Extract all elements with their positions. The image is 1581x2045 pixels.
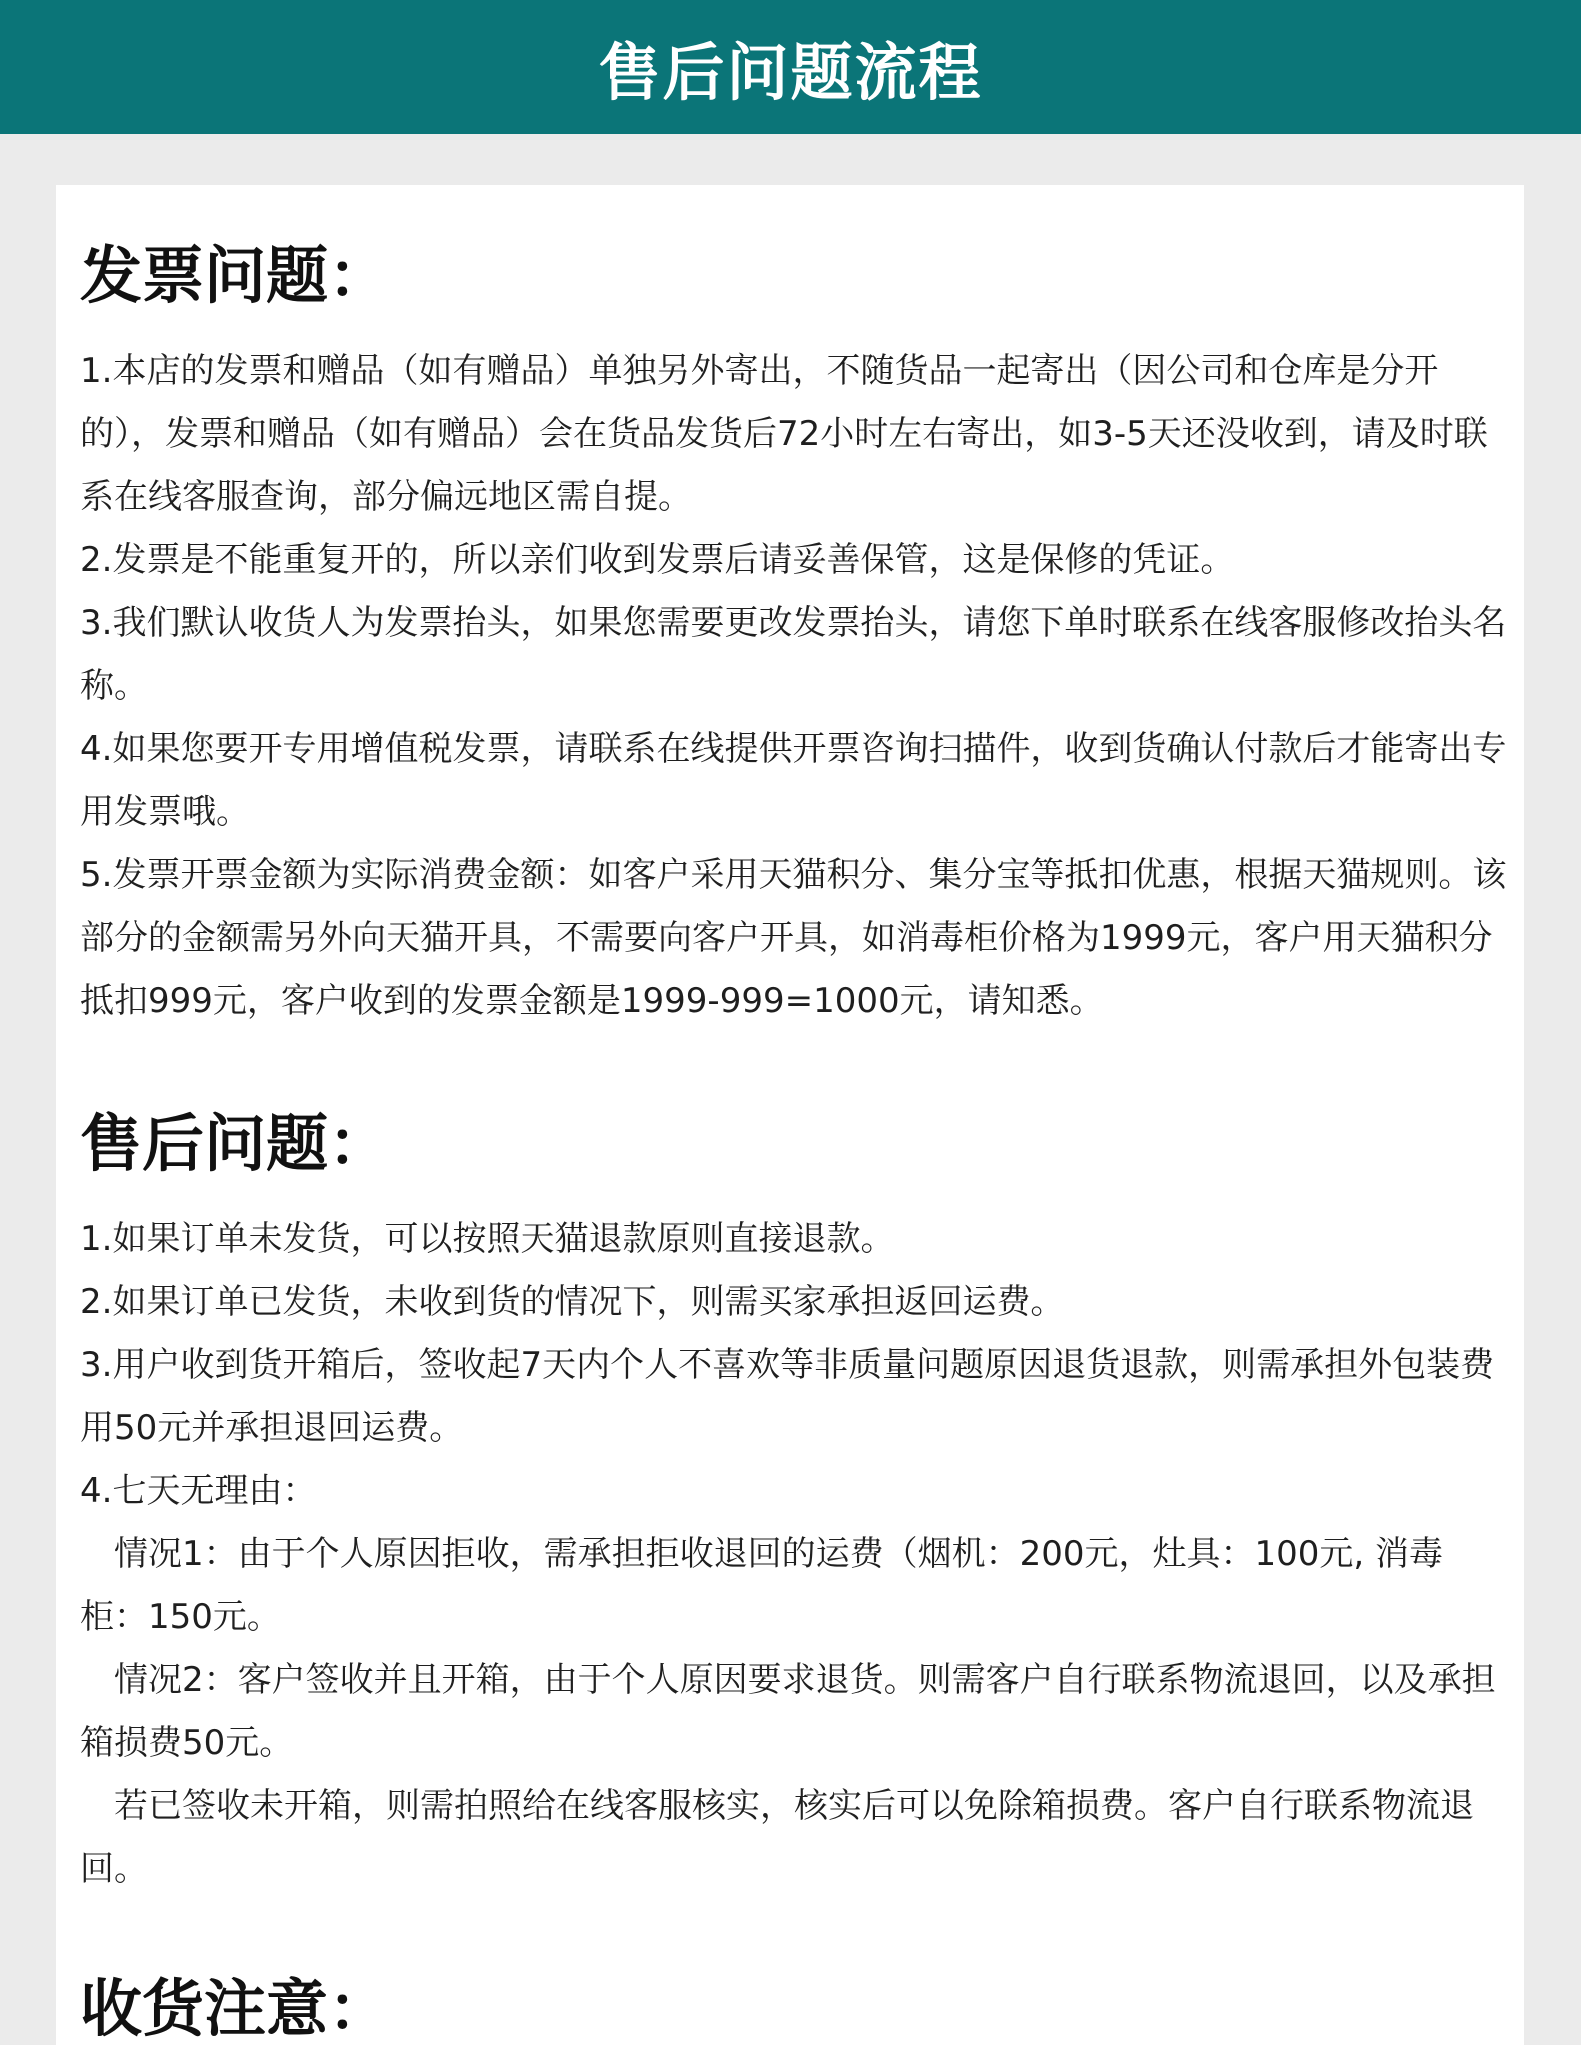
invoice-item-1: 1.本店的发票和赠品（如有赠品）单独另外寄出，不随货品一起寄出（因公司和仓库是分开的），发票和赠品（如有赠品）会在货品发货后72小时左右寄出，如3-5天还没收到，请及时联系在线客服查询，部分偏远地区需自提。 bbox=[80, 351, 1488, 517]
invoice-section-body bbox=[80, 340, 1510, 1033]
invoice-item-5: 5.发票开票金额为实际消费金额：如客户采用天猫积分、集分宝等抵扣优惠，根据天猫规则。该部分的金额需另外向天猫开具，不需要向客户开具，如消毒柜价格为1999元，客户用天猫积分抵扣999元，客户收到的发票金额是1999-999=1000元，请知悉。 bbox=[80, 855, 1507, 1021]
aftersales-item-3: 3.用户收到货开箱后，签收起7天内个人不喜欢等非质量问题原因退货退款，则需承担外包装费用50元并承担退回运费。 bbox=[80, 1345, 1495, 1448]
aftersales-section-body bbox=[80, 1208, 1510, 1901]
aftersales-section-title: 售后问题： bbox=[80, 1107, 391, 1180]
page-title: 售后问题流程 bbox=[598, 35, 983, 109]
aftersales-case-unopened: 若已签收未开箱，则需拍照给在线客服核实，核实后可以免除箱损费。客户自行联系物流退回。 bbox=[80, 1786, 1474, 1889]
content-card bbox=[56, 185, 1524, 2045]
aftersales-case-2: 情况2：客户签收并且开箱，由于个人原因要求退货。则需客户自行联系物流退回，以及承担箱损费50元。 bbox=[80, 1660, 1496, 1763]
invoice-item-2: 2.发票是不能重复开的，所以亲们收到发票后请妥善保管，这是保修的凭证。 bbox=[80, 540, 1235, 580]
invoice-item-3: 3.我们默认收货人为发票抬头，如果您需要更改发票抬头，请您下单时联系在线客服修改抬头名称。 bbox=[80, 603, 1507, 706]
receiving-section-title: 收货注意： bbox=[80, 1972, 391, 2045]
aftersales-item-2: 2.如果订单已发货，未收到货的情况下，则需买家承担返回运费。 bbox=[80, 1282, 1065, 1322]
aftersales-item-4: 4.七天无理由： bbox=[80, 1471, 317, 1511]
top-banner bbox=[0, 0, 1581, 134]
invoice-section-title: 发票问题： bbox=[80, 239, 391, 312]
invoice-item-4: 4.如果您要开专用增值税发票，请联系在线提供开票咨询扫描件，收到货确认付款后才能寄出专用发票哦。 bbox=[80, 729, 1507, 832]
aftersales-case-1: 情况1：由于个人原因拒收，需承担拒收退回的运费（烟机：200元，灶具：100元, 消毒柜：150元。 bbox=[80, 1534, 1444, 1637]
aftersales-item-1: 1.如果订单未发货，可以按照天猫退款原则直接退款。 bbox=[80, 1219, 895, 1259]
